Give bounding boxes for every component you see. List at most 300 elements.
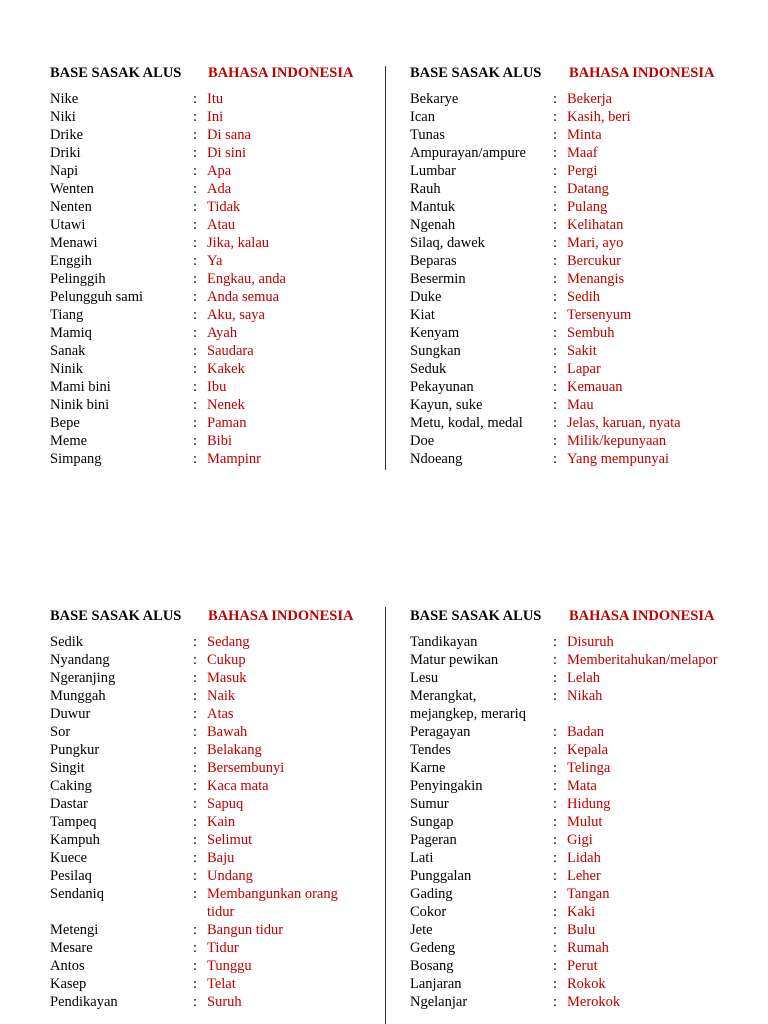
sasak-term: Bepe [50, 415, 80, 431]
colon-separator: : [193, 415, 198, 431]
vocab-row [410, 813, 747, 831]
sasak-term: Ngeranjing [50, 670, 116, 686]
colon-separator: : [553, 451, 558, 467]
vocab-row [50, 396, 357, 414]
sasak-term: Ndoeang [410, 451, 463, 467]
indonesian-meaning: Undang [207, 868, 253, 884]
colon-separator: : [193, 814, 198, 830]
vocab-row [50, 90, 357, 108]
sasak-term: Menawi [50, 235, 98, 251]
sasak-term: Tandikayan [410, 634, 478, 650]
indonesian-meaning: Mampinr [207, 451, 261, 467]
indonesian-meaning: Kasih, beri [567, 109, 631, 125]
sasak-term: Sumur [410, 796, 449, 812]
vocab-row [410, 324, 747, 342]
colon-separator: : [553, 904, 558, 920]
colon-separator: : [553, 886, 558, 902]
colon-separator: : [553, 145, 558, 161]
vocab-row [50, 306, 357, 324]
indonesian-meaning: Baju [207, 850, 235, 866]
vocab-row [50, 741, 357, 759]
vocab-row [50, 414, 357, 432]
indonesian-meaning: Bangun tidur [207, 922, 284, 938]
vocab-list [50, 90, 357, 468]
colon-separator: : [193, 724, 198, 740]
indonesian-meaning: Apa [207, 163, 232, 179]
sasak-term: Simpang [50, 451, 102, 467]
indonesian-meaning: Aku, saya [207, 307, 265, 323]
indonesian-meaning: Membangunkan orang tidur [207, 886, 338, 920]
indonesian-meaning: Cukup [207, 652, 246, 668]
vocab-row [410, 270, 747, 288]
vocab-row [410, 306, 747, 324]
indonesian-meaning: Masuk [207, 670, 247, 686]
vocab-row [410, 198, 747, 216]
indonesian-meaning: Naik [207, 688, 236, 704]
indonesian-meaning: Maaf [567, 145, 598, 161]
sasak-term: Seduk [410, 361, 447, 377]
colon-separator: : [553, 940, 558, 956]
column-header [50, 64, 357, 82]
sasak-term: Ampurayan/ampure [410, 145, 526, 161]
vocab-row [410, 831, 747, 849]
vocab-row [410, 777, 747, 795]
indonesian-meaning: Disuruh [567, 634, 614, 650]
vocab-row [50, 813, 357, 831]
colon-separator: : [553, 832, 558, 848]
indonesian-meaning: Bersembunyi [207, 760, 285, 776]
indonesian-meaning: Paman [207, 415, 247, 431]
column-header [50, 607, 357, 625]
sasak-term: Nike [50, 91, 79, 107]
colon-separator: : [553, 289, 558, 305]
sasak-term: Munggah [50, 688, 106, 704]
header-bahasa-indonesia: BAHASA INDONESIA [569, 65, 715, 81]
vocab-row [410, 378, 747, 396]
indonesian-meaning: Sedang [207, 634, 250, 650]
sasak-term: Pesilaq [50, 868, 92, 884]
sasak-term: Mantuk [410, 199, 456, 215]
sasak-term: Merangkat, mejangkep, merariq [410, 688, 526, 722]
colon-separator: : [553, 796, 558, 812]
vocab-row [50, 180, 357, 198]
indonesian-meaning: Itu [207, 91, 224, 107]
vocab-row [50, 633, 357, 651]
indonesian-meaning: Mari, ayo [567, 235, 624, 251]
header-sasak-alus: BASE SASAK ALUS [410, 65, 542, 81]
colon-separator: : [193, 343, 198, 359]
sasak-term: Matur pewikan [410, 652, 499, 668]
vocab-row [50, 108, 357, 126]
sasak-term: Napi [50, 163, 79, 179]
colon-separator: : [553, 814, 558, 830]
vocab-row [50, 651, 357, 669]
indonesian-meaning: Ayah [207, 325, 238, 341]
colon-separator: : [553, 760, 558, 776]
sasak-term: Kayun, suke [410, 397, 483, 413]
vocab-row [410, 216, 747, 234]
sasak-term: Rauh [410, 181, 441, 197]
sasak-term: Karne [410, 760, 446, 776]
vocab-row [410, 432, 747, 450]
vocab-row [410, 867, 747, 885]
vocab-row [50, 921, 357, 939]
colon-separator: : [193, 163, 198, 179]
vocab-row [410, 108, 747, 126]
colon-separator: : [193, 433, 198, 449]
colon-separator: : [193, 253, 198, 269]
indonesian-meaning: Mau [567, 397, 594, 413]
indonesian-meaning: Tersenyum [567, 307, 632, 323]
indonesian-meaning: Sedih [567, 289, 601, 305]
colon-separator: : [193, 451, 198, 467]
colon-separator: : [193, 145, 198, 161]
colon-separator: : [553, 181, 558, 197]
vocab-row [410, 903, 747, 921]
header-bahasa-indonesia: BAHASA INDONESIA [208, 608, 354, 624]
vocab-row [50, 450, 357, 468]
indonesian-meaning: Bulu [567, 922, 596, 938]
colon-separator: : [553, 235, 558, 251]
vocab-row [410, 126, 747, 144]
colon-separator: : [553, 634, 558, 650]
indonesian-meaning: Kain [207, 814, 236, 830]
sasak-term: Utawi [50, 217, 86, 233]
header-sasak-alus: BASE SASAK ALUS [50, 65, 182, 81]
colon-separator: : [193, 958, 198, 974]
sasak-term: Pageran [410, 832, 457, 848]
indonesian-meaning: Atau [207, 217, 236, 233]
colon-separator: : [553, 271, 558, 287]
indonesian-meaning: Gigi [567, 832, 593, 848]
colon-separator: : [553, 994, 558, 1010]
indonesian-meaning: Suruh [207, 994, 242, 1010]
colon-separator: : [193, 922, 198, 938]
sasak-term: Kampuh [50, 832, 100, 848]
sasak-term: Pendikayan [50, 994, 118, 1010]
sasak-term: Duwur [50, 706, 91, 722]
vocab-row [50, 885, 357, 921]
sasak-term: Doe [410, 433, 435, 449]
indonesian-meaning: Jika, kalau [207, 235, 270, 251]
colon-separator: : [553, 868, 558, 884]
sasak-term: Tendes [410, 742, 451, 758]
sasak-term: Metengi [50, 922, 99, 938]
vocab-row [410, 669, 747, 687]
sasak-term: Sungkan [410, 343, 461, 359]
sasak-term: Sanak [50, 343, 86, 359]
colon-separator: : [193, 91, 198, 107]
sasak-term: Gedeng [410, 940, 456, 956]
sasak-term: Lumbar [410, 163, 456, 179]
sasak-term: Beparas [410, 253, 457, 269]
indonesian-meaning: Di sana [207, 127, 251, 143]
sasak-term: Pekayunan [410, 379, 474, 395]
sasak-term: Lati [410, 850, 434, 866]
sasak-term: Meme [50, 433, 88, 449]
colon-separator: : [193, 199, 198, 215]
indonesian-meaning: Datang [567, 181, 609, 197]
indonesian-meaning: Bekerja [567, 91, 613, 107]
indonesian-meaning: Tidur [207, 940, 239, 956]
vocab-row [410, 252, 747, 270]
sasak-term: Metu, kodal, medal [410, 415, 523, 431]
indonesian-meaning: Ada [207, 181, 232, 197]
vocab-row [50, 216, 357, 234]
vocab-row [50, 957, 357, 975]
colon-separator: : [193, 706, 198, 722]
colon-separator: : [553, 379, 558, 395]
vocab-row [50, 939, 357, 957]
indonesian-meaning: Telinga [567, 760, 611, 776]
indonesian-meaning: Sapuq [207, 796, 244, 812]
colon-separator: : [553, 433, 558, 449]
colon-separator: : [553, 742, 558, 758]
indonesian-meaning: Telat [207, 976, 236, 992]
indonesian-meaning: Lelah [567, 670, 601, 686]
colon-separator: : [553, 958, 558, 974]
sasak-term: Ninik [50, 361, 84, 377]
indonesian-meaning: Minta [567, 127, 602, 143]
indonesian-meaning: Pulang [567, 199, 608, 215]
sasak-term: Pungkur [50, 742, 100, 758]
indonesian-meaning: Milik/kepunyaan [567, 433, 667, 449]
vocab-column-left [50, 607, 357, 1011]
sasak-term: Besermin [410, 271, 466, 287]
indonesian-meaning: Kakek [207, 361, 245, 377]
indonesian-meaning: Yang mempunyai [567, 451, 670, 467]
vocab-row [50, 342, 357, 360]
sasak-term: Sendaniq [50, 886, 104, 902]
colon-separator: : [193, 289, 198, 305]
colon-separator: : [553, 253, 558, 269]
sasak-term: Kuece [50, 850, 88, 866]
sasak-term: Driki [50, 145, 81, 161]
header-bahasa-indonesia: BAHASA INDONESIA [208, 65, 354, 81]
vocab-row [410, 957, 747, 975]
vocab-row [50, 867, 357, 885]
sasak-term: Sungap [410, 814, 454, 830]
indonesian-meaning: Mata [567, 778, 597, 794]
colon-separator: : [553, 307, 558, 323]
colon-separator: : [193, 397, 198, 413]
vocab-row [50, 723, 357, 741]
vocab-row [50, 705, 357, 723]
sasak-term: Ngenah [410, 217, 456, 233]
sasak-term: Duke [410, 289, 442, 305]
vocab-row [50, 777, 357, 795]
sasak-term: Sor [50, 724, 71, 740]
indonesian-meaning: Rokok [567, 976, 606, 992]
vocab-row [410, 759, 747, 777]
indonesian-meaning: Lapar [567, 361, 601, 377]
indonesian-meaning: Badan [567, 724, 605, 740]
vocab-row [50, 687, 357, 705]
vocab-row [410, 993, 747, 1011]
column-header [410, 607, 747, 625]
indonesian-meaning: Selimut [207, 832, 253, 848]
sasak-term: Ninik bini [50, 397, 110, 413]
sasak-term: Drike [50, 127, 84, 143]
colon-separator: : [553, 652, 558, 668]
sasak-term: Kenyam [410, 325, 460, 341]
sasak-term: Punggalan [410, 868, 472, 884]
sasak-term: Lanjaran [410, 976, 462, 992]
vocab-row [410, 723, 747, 741]
indonesian-meaning: Sembuh [567, 325, 615, 341]
vocab-row [410, 144, 747, 162]
indonesian-meaning: Ini [207, 109, 224, 125]
indonesian-meaning: Nikah [567, 688, 603, 704]
sasak-term: Mami bini [50, 379, 111, 395]
colon-separator: : [553, 109, 558, 125]
sasak-term: Lesu [410, 670, 439, 686]
indonesian-meaning: Nenek [207, 397, 245, 413]
vocab-row [410, 849, 747, 867]
sasak-term: Niki [50, 109, 76, 125]
vocab-row [50, 126, 357, 144]
vocab-row [50, 795, 357, 813]
vocab-row [50, 849, 357, 867]
sasak-term: Mesare [50, 940, 93, 956]
sasak-term: Enggih [50, 253, 92, 269]
sasak-term: Penyingakin [410, 778, 483, 794]
colon-separator: : [553, 217, 558, 233]
sasak-term: Kiat [410, 307, 435, 323]
vocab-row [50, 975, 357, 993]
indonesian-meaning: Kaca mata [207, 778, 269, 794]
indonesian-meaning: Kepala [567, 742, 609, 758]
colon-separator: : [193, 742, 198, 758]
vocab-row [50, 144, 357, 162]
sasak-term: Peragayan [410, 724, 471, 740]
colon-separator: : [193, 181, 198, 197]
indonesian-meaning: Tidak [207, 199, 241, 215]
vocab-list [410, 90, 747, 468]
sasak-term: Dastar [50, 796, 88, 812]
vocab-row [50, 669, 357, 687]
sasak-term: Sedik [50, 634, 84, 650]
colon-separator: : [193, 994, 198, 1010]
vocab-row [410, 342, 747, 360]
colon-separator: : [553, 127, 558, 143]
sasak-term: Ican [410, 109, 435, 125]
vocab-row [50, 270, 357, 288]
colon-separator: : [193, 307, 198, 323]
header-sasak-alus: BASE SASAK ALUS [410, 608, 542, 624]
vocab-row [410, 162, 747, 180]
colon-separator: : [553, 922, 558, 938]
sasak-term: Bosang [410, 958, 454, 974]
colon-separator: : [193, 235, 198, 251]
sasak-term: Tiang [50, 307, 84, 323]
colon-separator: : [193, 127, 198, 143]
sasak-term: Nenten [50, 199, 92, 215]
colon-separator: : [193, 778, 198, 794]
colon-separator: : [193, 868, 198, 884]
indonesian-meaning: Ibu [207, 379, 227, 395]
indonesian-meaning: Rumah [567, 940, 609, 956]
colon-separator: : [553, 397, 558, 413]
colon-separator: : [193, 940, 198, 956]
vocab-row [50, 993, 357, 1011]
colon-separator: : [553, 343, 558, 359]
colon-separator: : [193, 271, 198, 287]
colon-separator: : [553, 688, 558, 704]
vocab-row [410, 651, 747, 669]
colon-separator: : [193, 652, 198, 668]
colon-separator: : [193, 670, 198, 686]
sasak-term: Nyandang [50, 652, 110, 668]
vocab-row [50, 252, 357, 270]
vocab-row [410, 90, 747, 108]
indonesian-meaning: Merokok [567, 994, 621, 1010]
indonesian-meaning: Tangan [567, 886, 610, 902]
vocab-row [50, 288, 357, 306]
colon-separator: : [193, 796, 198, 812]
colon-separator: : [553, 850, 558, 866]
colon-separator: : [553, 778, 558, 794]
vocab-row [410, 234, 747, 252]
indonesian-meaning: Sakit [567, 343, 597, 359]
vocab-row [410, 180, 747, 198]
indonesian-meaning: Lidah [567, 850, 601, 866]
colon-separator: : [193, 850, 198, 866]
colon-separator: : [553, 91, 558, 107]
vocab-row [50, 198, 357, 216]
sasak-term: Tampeq [50, 814, 97, 830]
header-bahasa-indonesia: BAHASA INDONESIA [569, 608, 715, 624]
vocab-column-right [410, 64, 747, 468]
indonesian-meaning: Jelas, karuan, nyata [567, 415, 681, 431]
vocab-row [410, 921, 747, 939]
colon-separator: : [193, 634, 198, 650]
colon-separator: : [553, 325, 558, 341]
indonesian-meaning: Belakang [207, 742, 262, 758]
sasak-term: Caking [50, 778, 92, 794]
indonesian-meaning: Hidung [567, 796, 611, 812]
vocab-row [50, 432, 357, 450]
sasak-term: Ngelanjar [410, 994, 468, 1010]
indonesian-meaning: Tunggu [207, 958, 252, 974]
vocab-row [50, 162, 357, 180]
sasak-term: Antos [50, 958, 85, 974]
sasak-term: Tunas [410, 127, 445, 143]
indonesian-meaning: Kemauan [567, 379, 623, 395]
sasak-term: Kasep [50, 976, 87, 992]
colon-separator: : [193, 379, 198, 395]
indonesian-meaning: Bawah [207, 724, 248, 740]
colon-separator: : [553, 361, 558, 377]
vocab-row [410, 687, 747, 723]
colon-separator: : [553, 724, 558, 740]
vocab-row [410, 414, 747, 432]
vocab-row [410, 396, 747, 414]
sasak-term: Singit [50, 760, 85, 776]
vocab-list [50, 633, 357, 1011]
indonesian-meaning: Di sini [207, 145, 247, 161]
vocab-row [50, 234, 357, 252]
sasak-term: Jete [410, 922, 433, 938]
vocab-row [410, 288, 747, 306]
indonesian-meaning: Kelihatan [567, 217, 624, 233]
vocab-row [410, 360, 747, 378]
column-divider [385, 607, 386, 1024]
vocab-row [50, 324, 357, 342]
vocab-list [410, 633, 747, 1011]
vocab-row [50, 360, 357, 378]
colon-separator: : [553, 976, 558, 992]
